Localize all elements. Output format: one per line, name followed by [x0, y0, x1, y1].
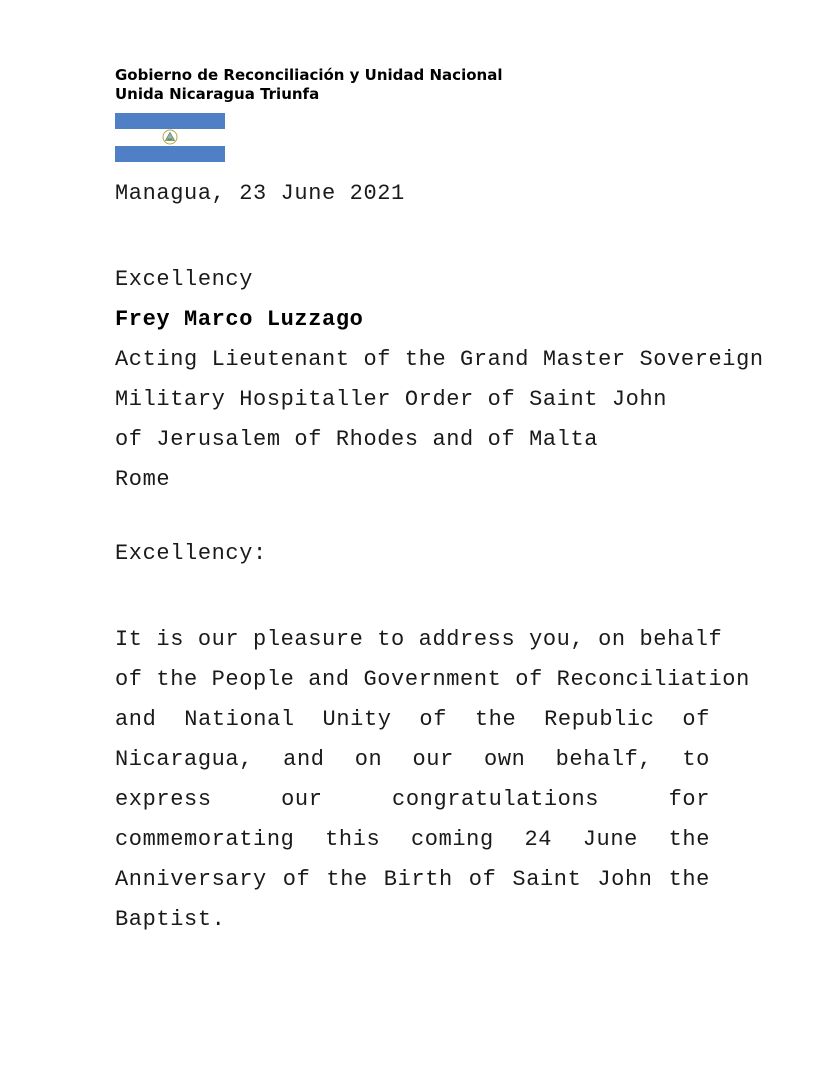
- letter-body: [115, 620, 750, 940]
- recipient-title-line: Military Hospitaller Order of Saint John: [115, 387, 668, 412]
- body-line: Baptist.: [115, 907, 226, 932]
- letter-dateline: Managua, 23 June 2021: [115, 181, 405, 206]
- body-line: Anniversary of the Birth of Saint John the: [115, 867, 710, 892]
- nicaragua-flag-icon: [115, 113, 225, 162]
- recipient-address: [115, 260, 764, 500]
- body-line: commemorating this coming 24 June the: [115, 827, 710, 852]
- flag-stripe-top: [115, 113, 225, 129]
- letter-salutation: Excellency:: [115, 541, 267, 566]
- recipient-title-line: of Jerusalem of Rhodes and of Malta: [115, 427, 599, 452]
- body-line: of the People and Government of Reconciliation: [115, 667, 750, 692]
- coat-of-arms-icon: [162, 129, 178, 145]
- letterhead: [115, 66, 502, 104]
- recipient-city: Rome: [115, 467, 171, 492]
- body-line: and National Unity of the Republic of: [115, 707, 710, 732]
- letterhead-motto: Unida Nicaragua Triunfa: [115, 85, 320, 103]
- flag-stripe-bottom: [115, 146, 225, 162]
- recipient-title-line: Acting Lieutenant of the Grand Master Sovereign: [115, 347, 764, 372]
- recipient-name: Frey Marco Luzzago: [115, 307, 364, 332]
- letterhead-government-name: Gobierno de Reconciliación y Unidad Nacional: [115, 66, 503, 84]
- body-line: express our congratulations for: [115, 787, 710, 812]
- recipient-honorific: Excellency: [115, 267, 254, 292]
- flag-stripe-middle: [115, 129, 225, 145]
- body-line: Nicaragua, and on our own behalf, to: [115, 747, 710, 772]
- body-line: It is our pleasure to address you, on behalf: [115, 627, 723, 652]
